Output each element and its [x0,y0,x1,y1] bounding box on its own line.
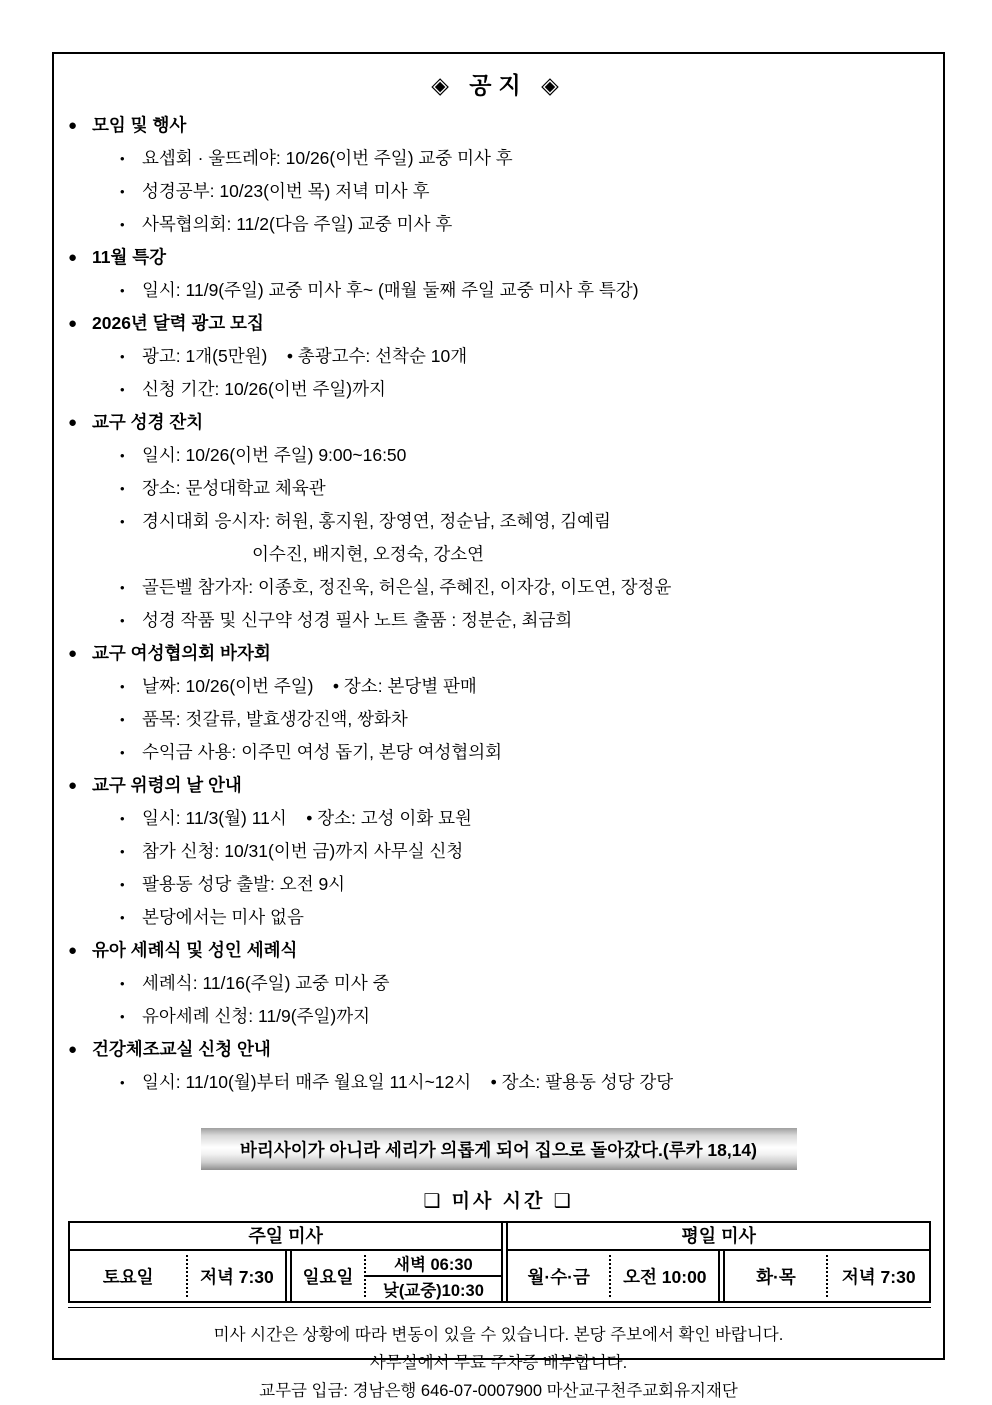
weekday-mass-column [508,1223,929,1301]
section-diocese-bible-festival [68,406,929,637]
list-item [68,373,929,406]
item-bullet-icon: • [120,844,125,859]
section-heading [68,637,929,670]
item-bullet-icon: • [120,580,125,595]
sunday-mass-body [70,1251,501,1301]
list-item-text: 수익금 사용: 이주민 여성 돕기, 본당 여성협의회 [142,742,503,762]
item-bullet-icon: • [120,481,125,496]
note-line: 교무금 입금: 경남은행 646-07-0007900 마산교구천주교회유지재단 [259,1382,738,1400]
section-calendar-ads [68,307,929,406]
footer-notes [68,1321,929,1405]
list-item-text: 세례식: 11/16(주일) 교중 미사 중 [142,973,390,993]
section-heading [68,109,929,142]
list-item-text: 일시: 11/3(월) 11시 • 장소: 고성 이화 묘원 [142,808,472,828]
time-cell: 새벽 06:30 [366,1251,502,1277]
section-heading-label: 건강체조교실 신청 안내 [92,1039,271,1059]
list-item [68,571,929,604]
section-health-class [68,1033,929,1099]
note-line: 사무실에서 무료 주차증 배부합니다. [369,1354,628,1372]
list-item [68,868,929,901]
scripture-banner-text: 바리사이가 아니라 세리가 의롭게 되어 집으로 돌아갔다.(루카 18,14) [240,1139,757,1160]
list-item [68,208,929,241]
item-bullet-icon: • [120,811,125,826]
item-bullet-icon: • [120,382,125,397]
list-item [68,835,929,868]
list-item-text: 날짜: 10/26(이번 주일) • 장소: 본당별 판매 [142,676,477,696]
item-bullet-icon: • [120,184,125,199]
list-item-text: 성경공부: 10/23(이번 목) 저녁 미사 후 [142,181,430,201]
section-bullet-icon: ● [68,777,78,794]
section-heading [68,1033,929,1066]
double-line-divider [718,1251,725,1301]
list-item-continuation: 이수진, 배지현, 오정숙, 강소연 [252,544,485,564]
item-bullet-icon: • [120,679,125,694]
section-bullet-icon: ● [68,942,78,959]
time-cell: 낮(교중)10:30 [382,1282,484,1300]
list-item [68,175,929,208]
section-bullet-icon: ● [68,414,78,431]
note-line: 미사 시간은 상황에 따라 변동이 있을 수 있습니다. 본당 주보에서 확인 바랍니다. [213,1326,784,1344]
section-heading-label: 교구 여성협의회 바자회 [92,643,271,663]
item-bullet-icon: • [120,514,125,529]
list-item-text: 사목협의회: 11/2(다음 주일) 교중 미사 후 [142,214,453,234]
section-heading-label: 교구 성경 잔치 [92,412,204,432]
item-bullet-icon: • [120,448,125,463]
list-item-text: 팔용동 성당 출발: 오전 9시 [142,874,346,894]
item-bullet-icon: • [120,976,125,991]
list-item-text: 일시: 10/26(이번 주일) 9:00~16:50 [142,445,407,465]
weekday-mass-body [508,1251,929,1301]
section-baptism [68,934,929,1033]
section-november-lecture [68,241,929,307]
double-line-divider [285,1251,292,1301]
list-item-text: 품목: 젓갈류, 발효생강진액, 쌍화차 [142,709,408,729]
list-item-text: 골든벨 참가자: 이종호, 정진욱, 허은실, 주혜진, 이자강, 이도연, 장정윤 [142,577,672,597]
list-item [68,505,929,538]
section-heading-label: 유아 세례식 및 성인 세례식 [92,940,298,960]
list-item [68,967,929,1000]
item-bullet-icon: • [120,283,125,298]
item-bullet-icon: • [120,712,125,727]
list-item [68,901,929,934]
section-heading-label: 교구 위령의 날 안내 [92,775,242,795]
list-item-text: 참가 신청: 10/31(이번 금)까지 사무실 신청 [142,841,464,861]
section-all-souls-day [68,769,929,934]
sunday-times-stack [366,1251,502,1301]
day-cell: 토요일 [102,1266,154,1287]
section-heading-label: 11월 특강 [92,247,167,267]
time-cell: 저녁 7:30 [200,1266,274,1287]
section-heading [68,307,929,340]
scripture-banner [201,1128,797,1170]
list-item [68,274,929,307]
bulletin-sheet [52,52,945,1400]
center-double-divider [501,1223,508,1301]
section-heading-label: 모임 및 행사 [92,115,187,135]
item-bullet-icon: • [120,745,125,760]
list-item-text: 일시: 11/10(월)부터 매주 월요일 11시~12시 • 장소: 팔용동 성당 강당 [142,1072,674,1092]
list-item-text: 요셉회 · 울뜨레야: 10/26(이번 주일) 교중 미사 후 [142,148,513,168]
list-item [68,1066,929,1099]
item-bullet-icon: • [120,1009,125,1024]
item-bullet-icon: • [120,151,125,166]
item-bullet-icon: • [120,910,125,925]
mass-schedule-title: ❑ 미사 시간 ❑ [423,1191,574,1212]
table-header-sunday: 주일 미사 [70,1223,501,1251]
section-heading [68,406,929,439]
list-item [68,472,929,505]
sunday-mass-column [70,1223,501,1301]
section-meetings-events [68,109,929,241]
list-item-text: 경시대회 응시자: 허원, 홍지원, 장영연, 정순남, 조혜영, 김예림 [142,511,611,531]
item-bullet-icon: • [120,877,125,892]
section-bullet-icon: ● [68,645,78,662]
list-item [68,703,929,736]
item-bullet-icon: • [120,1075,125,1090]
section-bullet-icon: ● [68,315,78,332]
notice-list [68,109,929,1099]
list-item-text: 장소: 문성대학교 체육관 [142,478,326,498]
list-item [68,604,929,637]
section-bullet-icon: ● [68,1041,78,1058]
day-cell: 월·수·금 [527,1266,590,1287]
day-cell: 화·목 [756,1266,796,1287]
item-bullet-icon: • [120,349,125,364]
list-item-text: 본당에서는 미사 없음 [142,907,304,927]
item-bullet-icon: • [120,217,125,232]
page-title: ◈ 공지 ◈ [431,72,566,98]
list-item [68,439,929,472]
list-item [68,142,929,175]
list-item [68,1000,929,1033]
section-heading-label: 2026년 달력 광고 모집 [92,313,264,333]
section-heading [68,769,929,802]
section-heading [68,934,929,967]
mass-schedule-table [68,1221,931,1303]
list-item-text: 성경 작품 및 신구약 성경 필사 노트 출품 : 정분순, 최금희 [142,610,573,630]
list-item-text: 일시: 11/9(주일) 교중 미사 후~ (매월 둘째 주일 교중 미사 후 특강) [142,280,639,300]
list-item [68,670,929,703]
list-item-text: 광고: 1개(5만원) • 총광고수: 선착순 10개 [142,346,468,366]
section-bullet-icon: ● [68,117,78,134]
section-bullet-icon: ● [68,249,78,266]
list-item [68,802,929,835]
list-item [68,340,929,373]
time-cell: 오전 10:00 [623,1266,707,1287]
day-cell: 일요일 [302,1266,354,1287]
time-cell: 저녁 7:30 [841,1266,916,1287]
list-item-text: 신청 기간: 10/26(이번 주일)까지 [142,379,386,399]
list-item-text: 유아세례 신청: 11/9(주일)까지 [142,1006,371,1026]
list-item [68,736,929,769]
section-heading [68,241,929,274]
table-header-weekday: 평일 미사 [508,1223,929,1251]
item-bullet-icon: • [120,613,125,628]
section-womens-bazaar [68,637,929,769]
table-underline [68,1307,931,1308]
